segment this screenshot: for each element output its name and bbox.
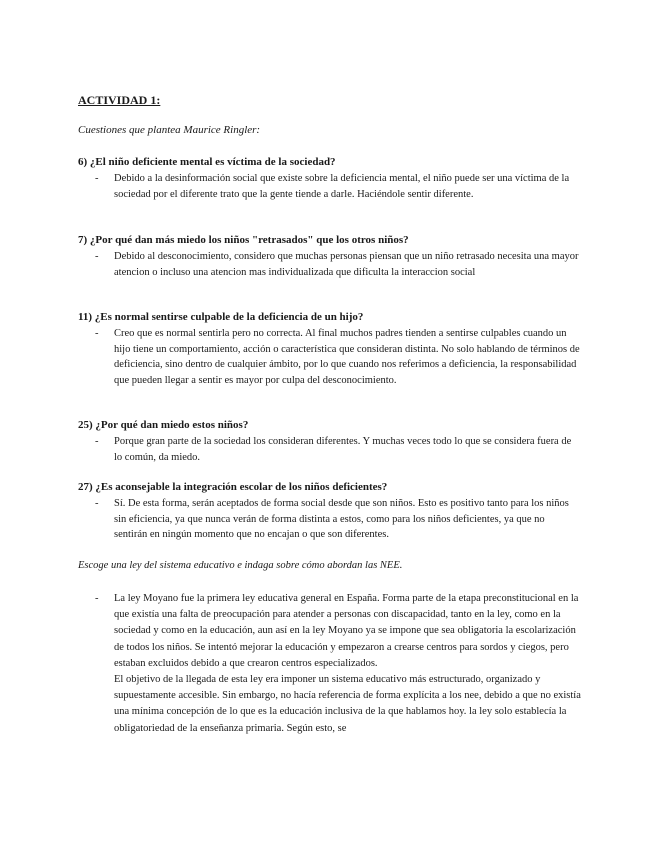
list-dash: - [95,173,99,184]
answer-text: Creo que es normal sentirla pero no correcta. Al final muchos padres tienden a sentirse culpables cuando un hijo tiene un comportamiento, acción o característica que consideran distinta. No solo hablando de términos de deficiencia, sino dentro de cualquier ámbito, por lo que cuando nos referimos a deficiencia, la responsabilidad que pueden llegar a sentir es mayor por culpa del desconocimiento. [114,328,580,386]
question-heading: 11) ¿Es normal sentirse culpable de la deficiencia de un hijo? [78,311,364,323]
list-dash: - [95,328,99,339]
answer-item [95,434,580,465]
question-heading: 25) ¿Por qué dan miedo estos niños? [78,419,249,431]
list-dash: - [95,593,99,604]
answer-text: Sí. De esta forma, serán aceptados de forma social desde que son niños. Esto es positivo tanto para los niños sin eficiencia, ya que nunca verán de forma distinta a estos, como para los niños deficientes, ya que no sentirán en ningún momento que no encajan o que son diferentes. [114,498,569,540]
law-paragraph: El objetivo de la llegada de esta ley era imponer un sistema educativo más estructurado, organizado y supuestamente accesible. Sin embargo, no hacía referencia de forma explícita a los nee, debido a que no existía una mínima concepción de lo que es la educación inclusiva de la que hablamos hoy. la ley solo establecía la obligatoriedad de la enseñanza primaria. Según esto, se [114,674,581,734]
section-heading: Escoge una ley del sistema educativo e indaga sobre cómo abordan las NEE. [78,560,403,571]
answer-text: Porque gran parte de la sociedad los consideran diferentes. Y muchas veces todo lo que se considera fuera de lo común, da miedo. [114,436,572,463]
question-heading: 27) ¿Es aconsejable la integración escolar de los niños deficientes? [78,481,388,493]
answer-item [95,496,580,543]
answer-text: Debido a la desinformación social que existe sobre la deficiencia mental, el niño puede ser una víctima de la sociedad por el diferente trato que la gente tiende a darle. Haciéndole sentir diferente. [114,173,570,200]
answer-text: Debido al desconocimiento, considero que muchas personas piensan que un niño retrasado necesita una mayor atencion o incluso una atencion mas individualizada que dificulta la interaccion social [114,251,579,278]
law-description [95,591,585,737]
question-heading: 7) ¿Por qué dan más miedo los niños "retrasados" que los otros niños? [78,234,409,246]
list-dash: - [95,251,99,262]
document-title: ACTIVIDAD 1: [78,93,161,107]
law-paragraph: La ley Moyano fue la primera ley educativa general en España. Forma parte de la etapa preconstitucional en la que existía una falta de preocupación para atender a personas con discapacidad, tanto en la ley, como en la sociedad y como en la educación, aun así en la ley Moyano ya se impone que sea obligatoria la escolarización de todos los niños. Se intentó mejorar la educación y empezaron a crearse centros para sordos y ciegos, pero estaban excluidos debido a que crearon centros especializados. [114,593,579,669]
question-heading: 6) ¿El niño deficiente mental es víctima de la sociedad? [78,156,336,168]
law-text [114,591,585,737]
answer-item [95,249,580,280]
answer-item [95,171,580,202]
answer-item [95,326,580,388]
list-dash: - [95,498,99,509]
document-subtitle: Cuestiones que plantea Maurice Ringler: [78,124,261,136]
list-dash: - [95,436,99,447]
